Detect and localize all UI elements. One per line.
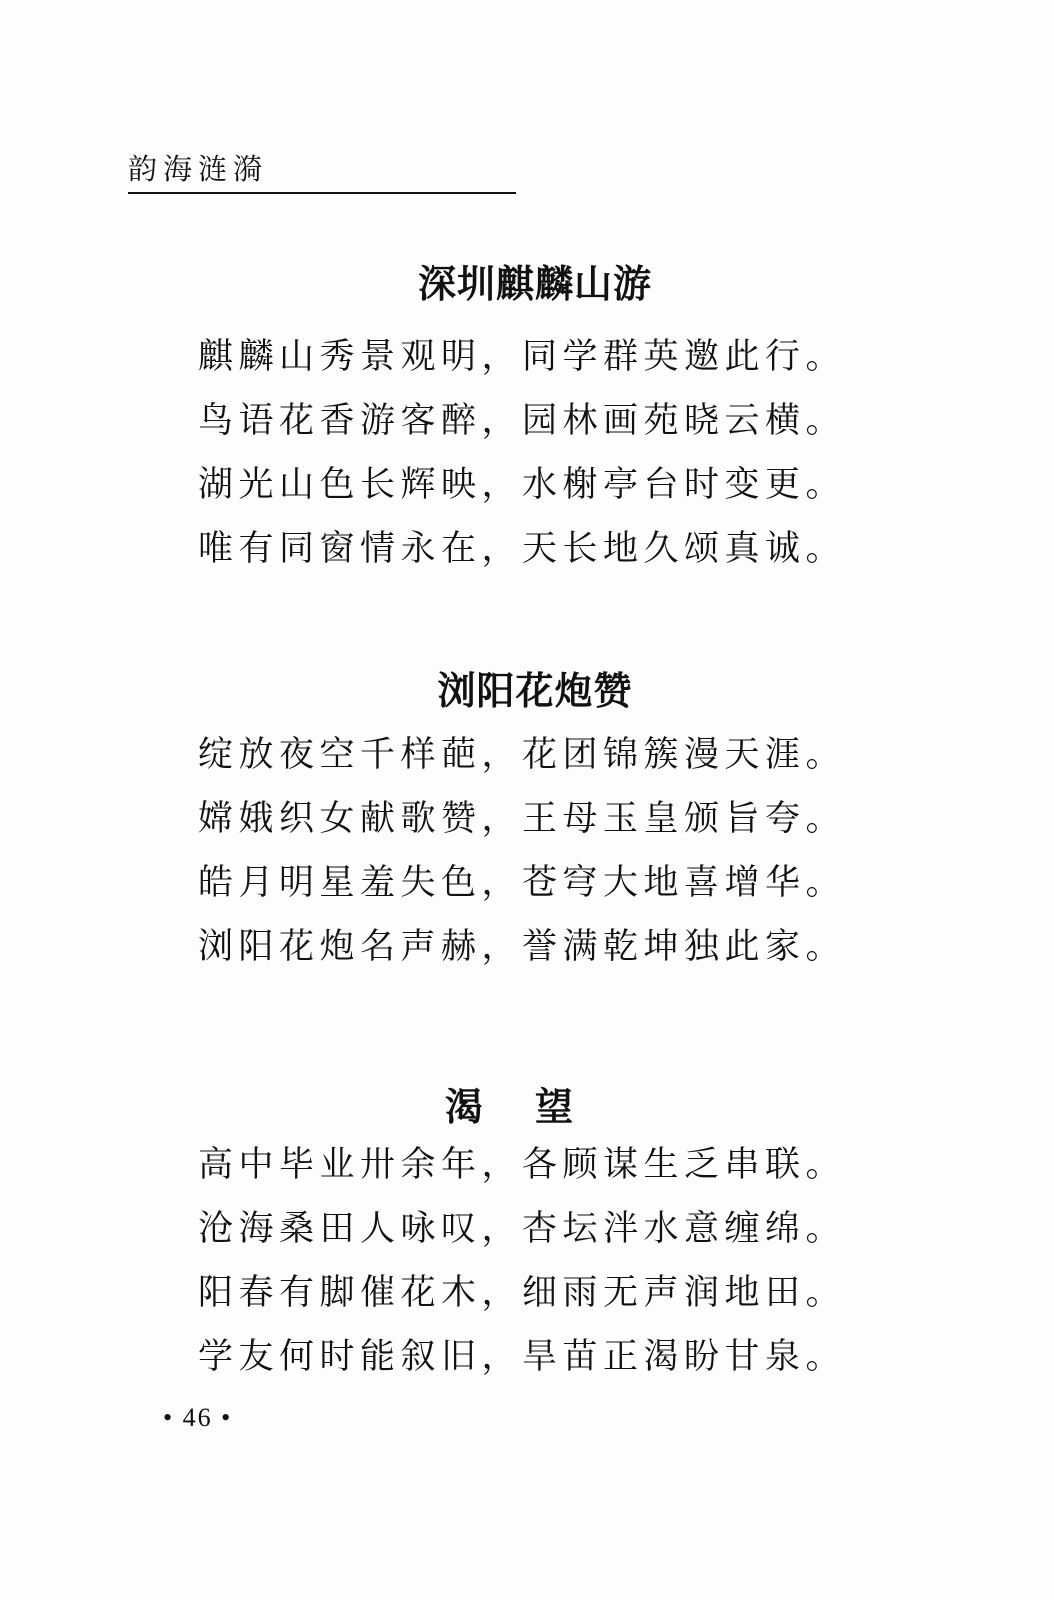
poem-3-line-4: 学友何时能叙旧，旱苗正渴盼甘泉。 <box>198 1337 847 1377</box>
page-number: • 46 • <box>163 1403 233 1432</box>
poem-2-line-2: 嫦娥织女献歌赞，王母玉皇颁旨夸。 <box>198 799 847 839</box>
poem-title-3: 渴望 <box>444 1085 625 1129</box>
poem-2-line-3: 皓月明星羞失色，苍穹大地喜增华。 <box>198 863 847 903</box>
poem-1-line-3: 湖光山色长辉映，水榭亭台时变更。 <box>198 465 847 505</box>
poem-1-line-1: 麒麟山秀景观明，同学群英邀此行。 <box>198 337 847 377</box>
header-rule <box>128 192 516 194</box>
poem-3-line-2: 沧海桑田人咏叹，杏坛泮水意缠绵。 <box>198 1209 847 1249</box>
poem-title-2: 浏阳花炮赞 <box>437 669 633 713</box>
poem-2-line-1: 绽放夜空千样葩，花团锦簇漫天涯。 <box>198 735 847 775</box>
poem-title-1: 深圳麒麟山游 <box>417 262 652 306</box>
poem-2-line-4: 浏阳花炮名声赫，誉满乾坤独此家。 <box>198 927 847 967</box>
poem-1-line-2: 鸟语花香游客醉，园林画苑晓云横。 <box>198 401 847 441</box>
poem-1-line-4: 唯有同窗情永在，天长地久颂真诚。 <box>198 529 847 569</box>
poem-3-line-1: 高中毕业卅余年，各顾谋生乏串联。 <box>198 1145 847 1185</box>
poem-3-line-3: 阳春有脚催花木，细雨无声润地田。 <box>198 1273 847 1313</box>
running-header-title: 韵海涟漪 <box>128 152 269 186</box>
